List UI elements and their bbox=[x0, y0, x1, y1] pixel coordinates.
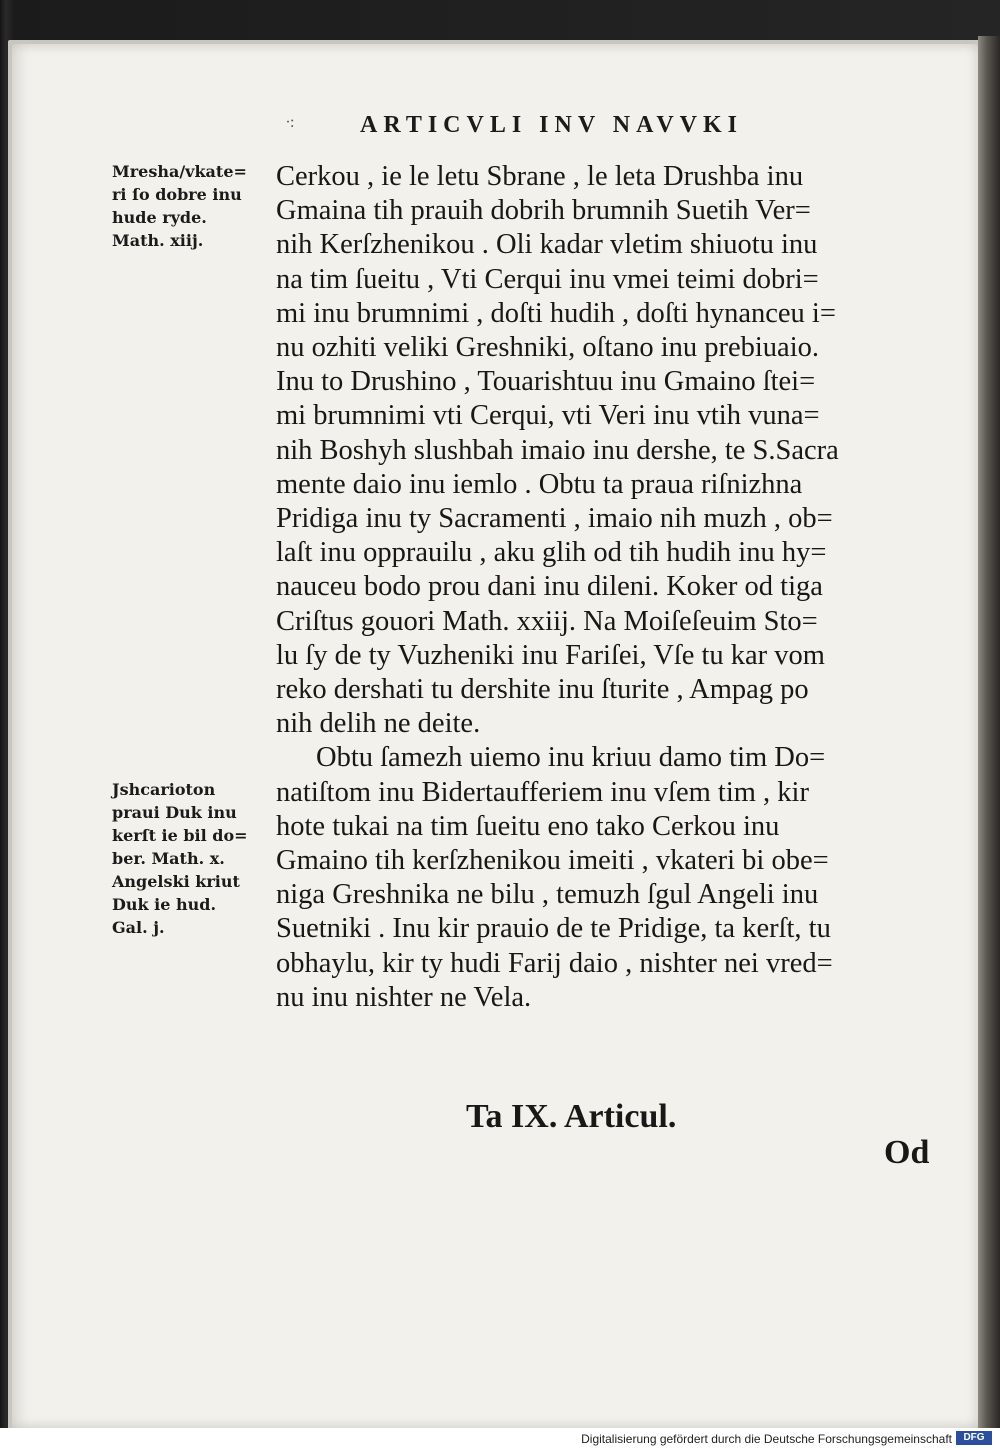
body-line: nih Boshyh slushbah imaio inu dershe, te S.Sacra bbox=[276, 434, 839, 466]
margin-note-line: praui Duk inu bbox=[112, 803, 237, 822]
margin-note-line: Jshcarioton bbox=[112, 780, 216, 799]
body-line: na tim ſueitu , Vti Cerqui inu vmei teimi dobri= bbox=[276, 263, 819, 295]
body-line: mente daio inu iemlo . Obtu ta praua riſnizhna bbox=[276, 468, 803, 500]
folio-mark: ∙: bbox=[286, 114, 295, 131]
body-line: mi inu brumnimi , doſti hudih , doſti hynanceu i= bbox=[276, 297, 836, 329]
body-line: Criſtus gouori Math. xxiij. Na Moiſeſeuim Sto= bbox=[276, 605, 818, 637]
margin-note-line: ri ſo dobre inu bbox=[112, 185, 242, 204]
margin-note-1 bbox=[112, 160, 272, 252]
body-line: Gmaina tih prauih dobrih brumnih Suetih Ver= bbox=[276, 195, 811, 227]
margin-note-line: Duk ie hud. bbox=[112, 895, 217, 914]
body-line: Suetniki . Inu kir prauio de te Pridige, ta kerſt, tu bbox=[276, 913, 831, 945]
margin-note-line: Gal. j. bbox=[112, 918, 165, 937]
body-line: mi brumnimi vti Cerqui, vti Veri inu vtih vuna= bbox=[276, 400, 820, 432]
dfg-logo: DFG bbox=[956, 1431, 992, 1445]
body-line: Gmaino tih kerſzhenikou imeiti , vkateri bi obe= bbox=[276, 845, 829, 877]
margin-note-line: Math. xiij. bbox=[112, 231, 204, 250]
running-title: ARTICVLI INV NAVVKI bbox=[360, 112, 743, 138]
body-text bbox=[276, 160, 941, 1015]
footer-bar bbox=[0, 1428, 1000, 1450]
body-line: lu ſy de ty Vuzheniki inu Fariſei, Vſe tu kar vom bbox=[276, 639, 825, 671]
body-line: natiſtom inu Bidertaufferiem inu vſem tim , kir bbox=[276, 776, 809, 808]
body-line: hote tukai na tim ſueitu eno tako Cerkou inu bbox=[276, 810, 780, 842]
margin-note-line: hude ryde. bbox=[112, 208, 207, 227]
body-line: nih delih ne deite. bbox=[276, 708, 481, 740]
body-line: laſt inu opprauilu , aku glih od tih hudih inu hy= bbox=[276, 537, 827, 569]
margin-note-line: Mresha/vkate= bbox=[112, 162, 247, 181]
margin-note-2 bbox=[112, 778, 272, 939]
body-line: nu ozhiti veliki Greshniki, oſtano inu prebiuaio. bbox=[276, 332, 819, 364]
body-line: nu inu nishter ne Vela. bbox=[276, 981, 532, 1013]
body-line: obhaylu, kir ty hudi Farij daio , nishter nei vred= bbox=[276, 947, 833, 979]
book-fore-edge bbox=[978, 36, 1000, 1436]
funding-credit: Digitalisierung gefördert durch die Deutsche Forschungsgemeinschaft bbox=[581, 1432, 952, 1446]
body-line: nauceu bodo prou dani inu dileni. Koker od tiga bbox=[276, 571, 823, 603]
body-line: Inu to Drushino , Touarishtuu inu Gmaino ſtei= bbox=[276, 366, 816, 398]
body-line: nih Kerſzhenikou . Oli kadar vletim shiuotu inu bbox=[276, 229, 818, 261]
body-line: niga Greshnika ne bilu , temuzh ſgul Angeli inu bbox=[276, 879, 819, 911]
margin-note-line: Angelski kriut bbox=[112, 872, 240, 891]
margin-note-line: ber. Math. x. bbox=[112, 849, 225, 868]
body-line: reko dershati tu dershite inu ſturite , Ampag po bbox=[276, 674, 809, 706]
catchword: Od bbox=[884, 1134, 930, 1171]
section-title: Ta IX. Articul. bbox=[466, 1098, 677, 1135]
margin-note-line: kerſt ie bil do= bbox=[112, 826, 248, 845]
body-line: Obtu ſamezh uiemo inu kriuu damo tim Do= bbox=[316, 742, 826, 774]
body-line: Cerkou , ie le letu Sbrane , le leta Drushba inu bbox=[276, 161, 804, 192]
body-line: Pridiga inu ty Sacramenti , imaio nih muzh , ob= bbox=[276, 503, 833, 535]
